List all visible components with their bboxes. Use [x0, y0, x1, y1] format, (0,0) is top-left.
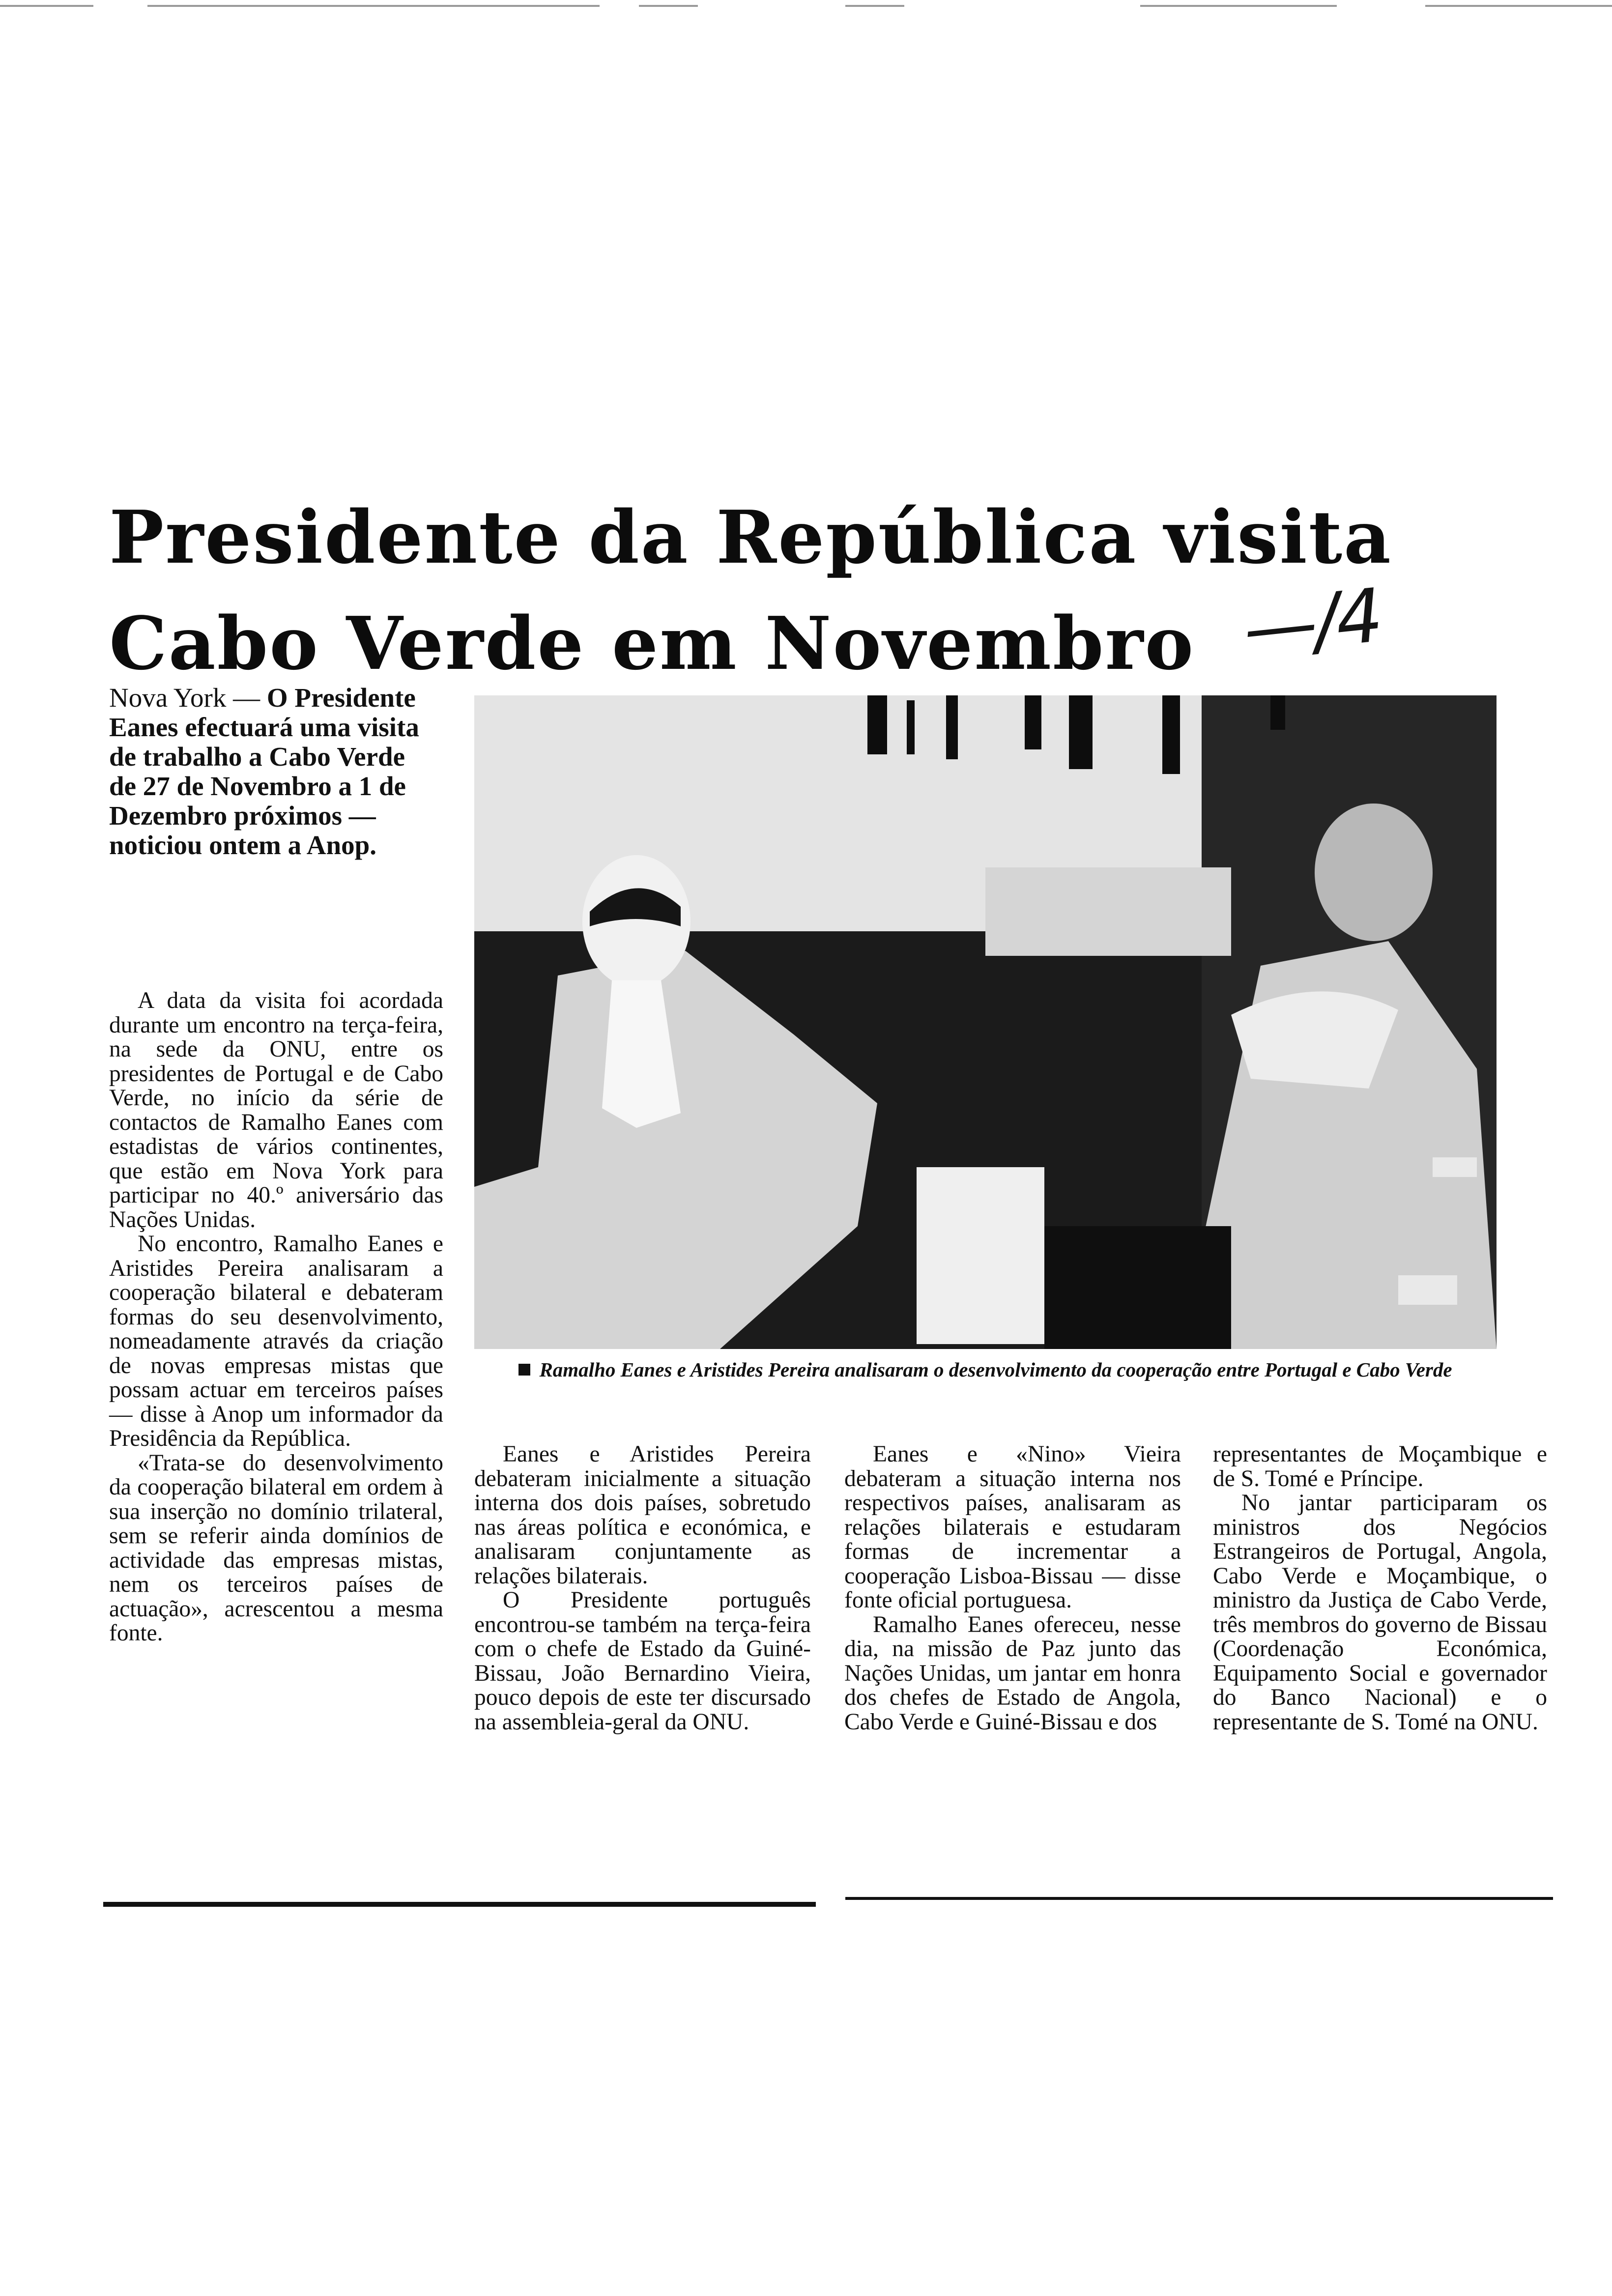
paragraph: Eanes e Aristides Pereira debateram inicialmente a situação interna dos dois países, sobretudo nas áreas política e económica, e analisaram conjuntamente as relações bilaterais. — [474, 1441, 811, 1589]
paragraph: Ramalho Eanes ofereceu, nesse dia, na missão de Paz junto das Nações Unidas, um jantar em honra dos chefes de Estado de Angola, Cabo Verde e Guiné-Bissau e dos — [844, 1611, 1181, 1735]
caption-bullet — [518, 1364, 530, 1376]
dateline: Nova York — — [109, 683, 267, 713]
article-headline: Presidente da República visita Cabo Verde em Novembro — [109, 494, 1392, 686]
scan-artifact-line — [845, 5, 904, 7]
scan-artifact-line — [639, 5, 698, 7]
scan-artifact-line — [1425, 5, 1612, 7]
news-photo — [474, 695, 1497, 1349]
bottom-rule-right — [845, 1897, 1553, 1900]
paragraph: O Presidente português encontrou-se também na terça-feira com o chefe de Estado da Guiné-Bissau, João Bernardino Vieira, pouco depois de este ter discursado na assembleia-geral da ONU. — [474, 1587, 811, 1735]
photo-halftone — [474, 695, 1497, 1349]
scan-artifact-line — [1140, 5, 1337, 7]
paragraph: A data da visita foi acordada durante um encontro na terça-feira, na sede da ONU, entre os presidentes de Portugal e de Cabo Verde, no início da série de contactos de Ramalho Eanes com estadistas de vários continentes, que estão em Nova York para participar no 40.º aniversário das Nações Unidas. — [109, 988, 443, 1233]
column-1 — [109, 989, 443, 1646]
paragraph: Eanes e «Nino» Vieira debateram a situação interna nos respectivos países, analisaram as relações bilaterais e estudaram formas de incrementar a cooperação Lisboa-Bissau — disse fonte oficial portuguesa. — [844, 1441, 1181, 1613]
column-2 — [474, 1442, 811, 1734]
caption-text: Ramalho Eanes e Aristides Pereira analisaram o desenvolvimento da cooperação entre Portugal e Cabo Verde — [539, 1358, 1452, 1381]
scan-artifact-line — [147, 5, 600, 7]
lead-text: O Presidente Eanes efectuará uma visita de trabalho a Cabo Verde de 27 de Novembro a 1 de Dezembro próximos — noticiou ontem a Anop. — [109, 683, 419, 860]
paragraph: No encontro, Ramalho Eanes e Aristides Pereira analisaram a cooperação bilateral e debateram formas do seu desenvolvimento, nomeadamente através da criação de novas empresas mistas que possam actuar em terceiros países — disse à Anop um informador da Presidência da República. — [109, 1231, 443, 1451]
paragraph: «Trata-se do desenvolvimento da cooperação bilateral em ordem à sua inserção no domínio trilateral, sem se referir ainda domínios de actividade das empresas mistas, nem os terceiros países de actuação», acrescentou a mesma fonte. — [109, 1450, 443, 1646]
scan-artifact-line — [0, 5, 93, 7]
handwritten-annotation: —/4 — [1239, 573, 1384, 673]
column-3 — [844, 1442, 1181, 1734]
paragraph: No jantar participaram os ministros dos Negócios Estrangeiros de Portugal, Angola, Cabo Verde e Moçambique, o ministro da Justiça de Cabo Verde, três membros do governo de Bissau (Coordenação Económica, Equipamento Social e governador do Banco Nacional) e o representante de S. Tomé na ONU. — [1213, 1490, 1547, 1735]
article-lead — [109, 683, 424, 860]
photo-caption — [474, 1357, 1497, 1382]
column-4 — [1213, 1442, 1547, 1734]
paragraph: representantes de Moçambique e de S. Tomé e Príncipe. — [1213, 1441, 1547, 1492]
bottom-rule-left — [103, 1902, 816, 1907]
